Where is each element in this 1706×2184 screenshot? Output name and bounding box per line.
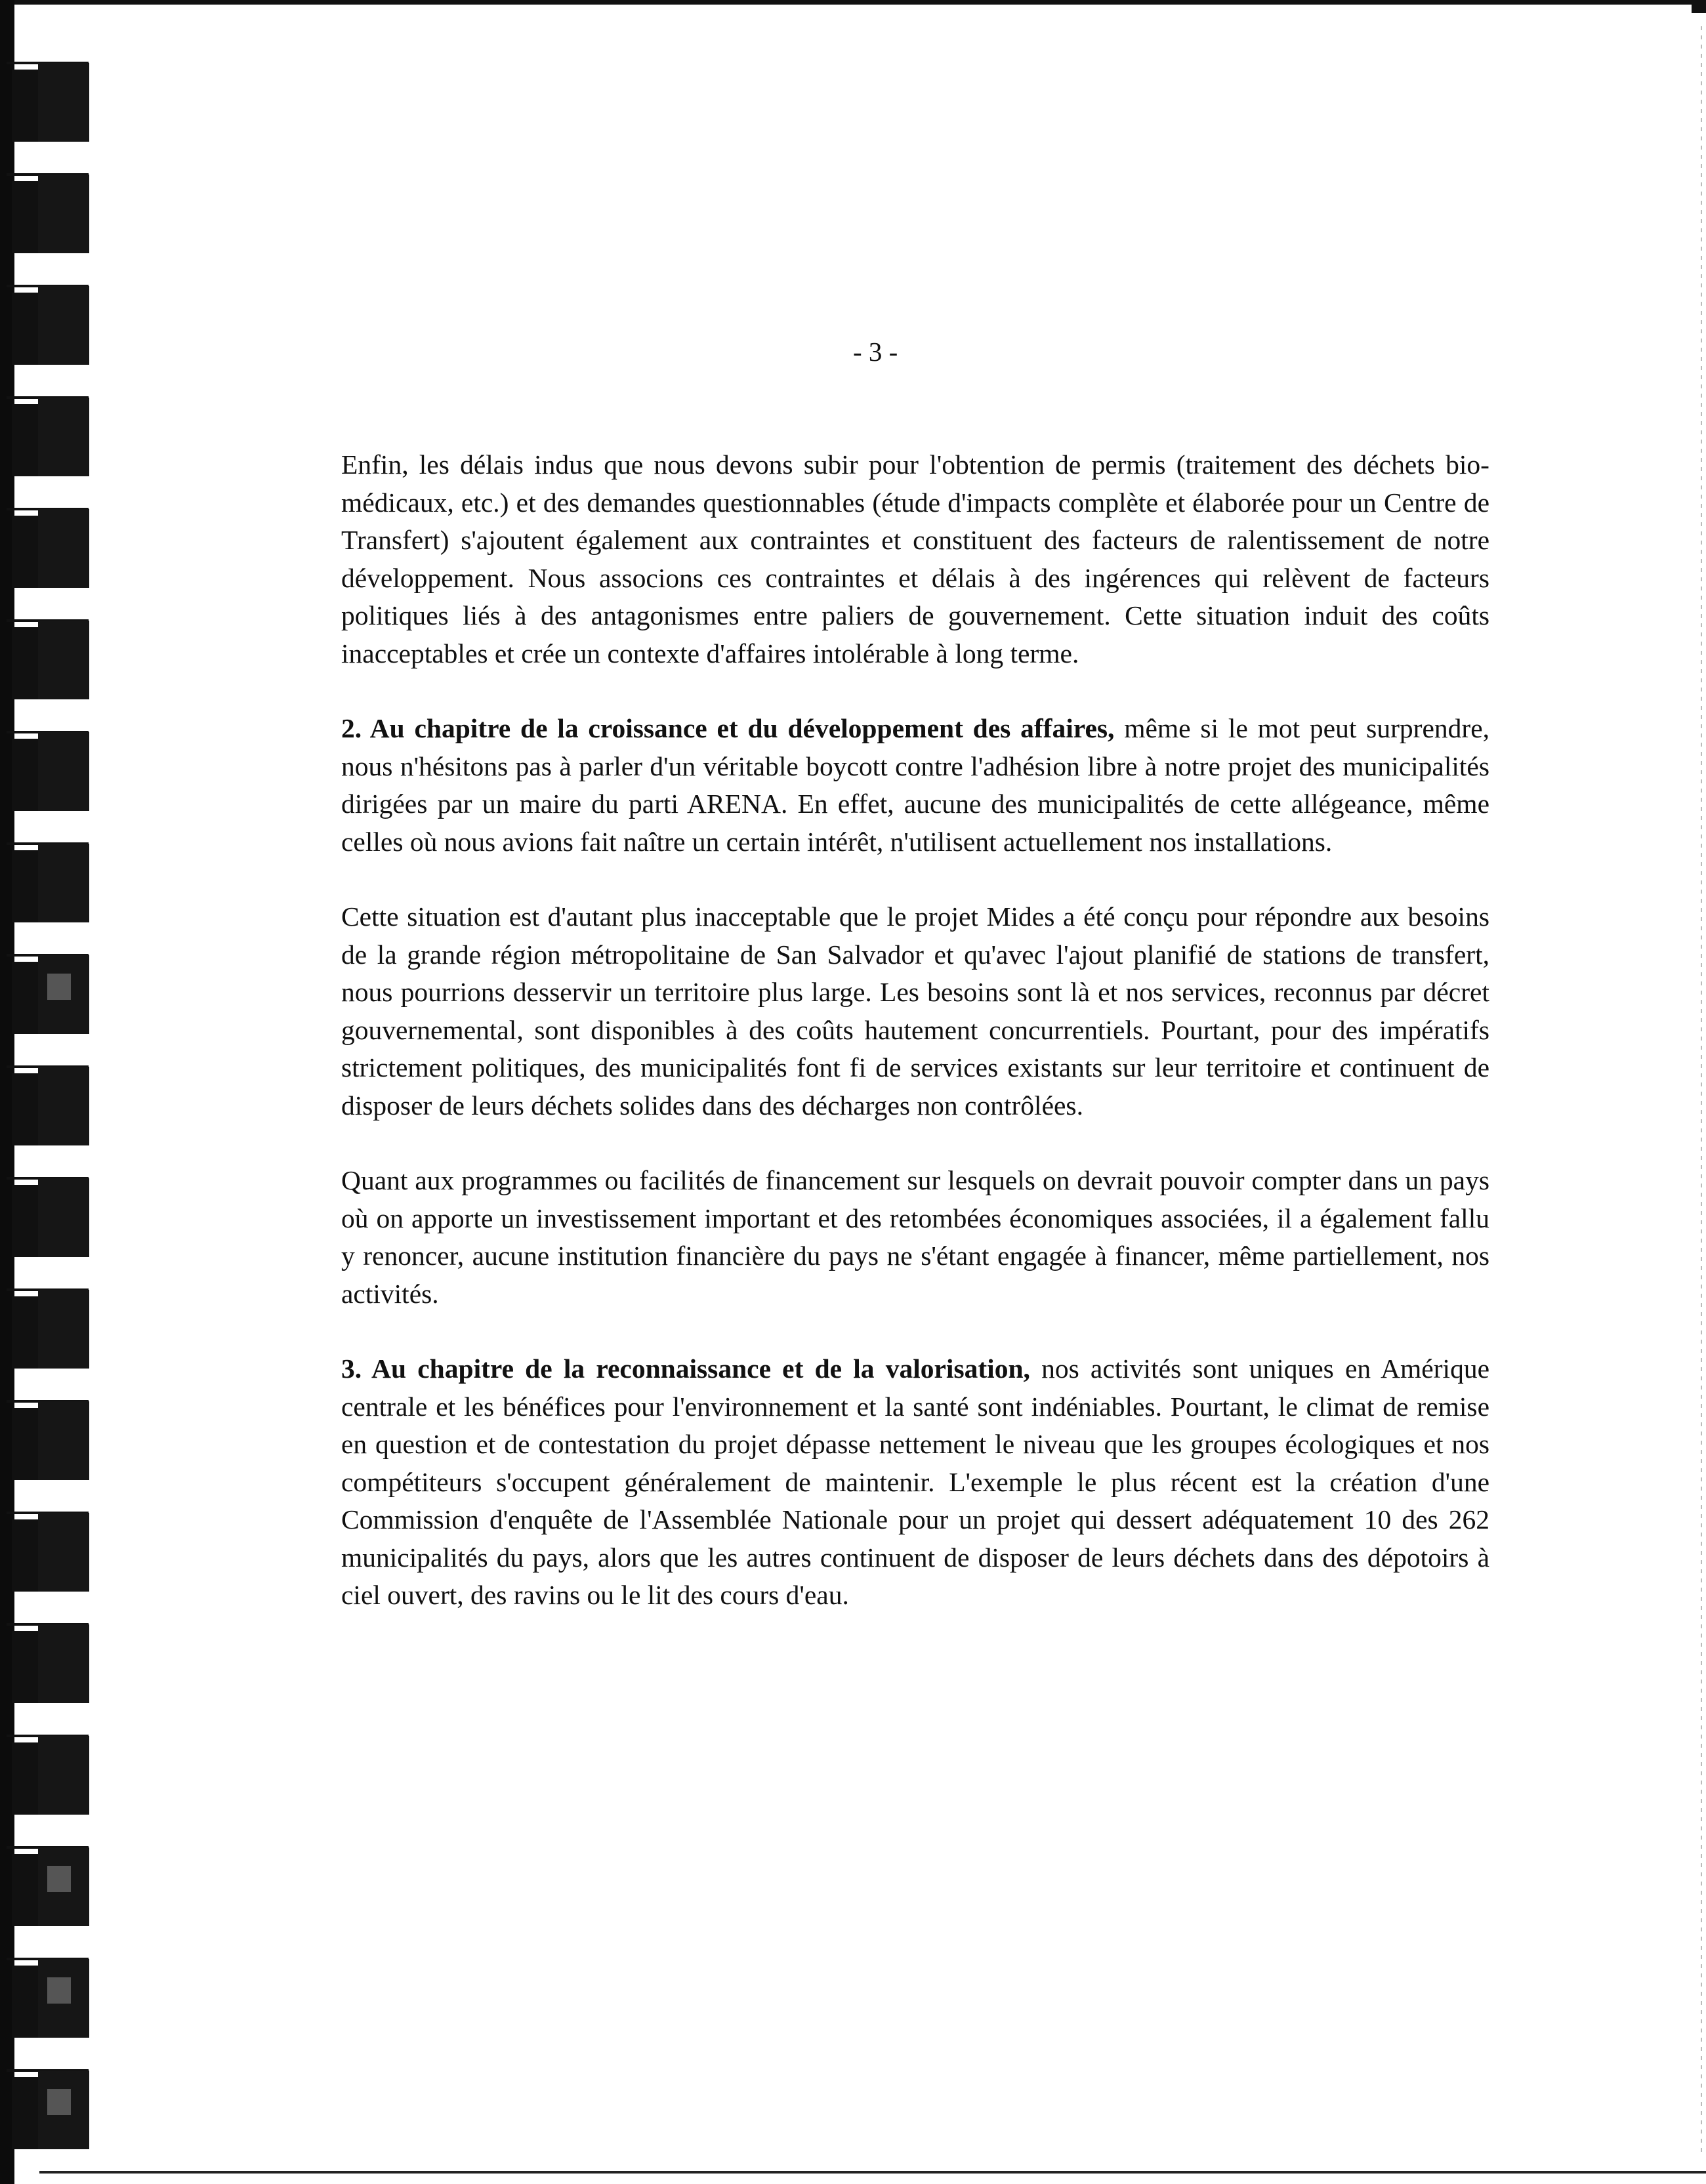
paragraph-recognition-body: nos activités sont uniques en Amérique centrale et les bénéfices pour l'environnement et la santé sont indéniables. Pourtant, le climat de remise en question et de contestation du projet dépasse nettement le niveau que les groupes écologiques et nos compétiteurs s'occupent généralement de maintenir. L'exemple le plus récent est la création d'une Commission d'enquête de l'Assemblée Nationale pour un projet qui dessert adéquatement 10 des 262 municipalités du pays, alors que les autres continuent de disposer de leurs déchets dans des dépotoirs à ciel ouvert, des ravins ou le lit des cours d'eau. — [341, 1353, 1489, 1610]
paragraph-growth-body: même si le mot peut surprendre, nous n'hésitons pas à parler d'un véritable boycott contre l'adhésion libre à notre projet des municipalités dirigées par un maire du parti ARENA. En effet, aucune des municipalités de cette allégeance, même celles où nous avions fait naître un certain intérêt, n'utilisent actuellement nos installations. — [341, 713, 1489, 857]
binding-ring — [7, 2067, 92, 2152]
binding-ring — [7, 1955, 92, 2040]
binding-ring — [7, 1844, 92, 1929]
binding-ring — [7, 1174, 92, 1260]
binding-ring — [7, 171, 92, 256]
binding-ring — [7, 1620, 92, 1706]
binding-ring — [7, 617, 92, 702]
binding-ring — [7, 1397, 92, 1483]
binding-ring — [7, 840, 92, 925]
binding-ring — [7, 394, 92, 479]
binding-ring — [7, 1286, 92, 1371]
binding-ring — [7, 505, 92, 590]
scan-right-edge — [1701, 26, 1702, 2152]
comb-binding — [0, 0, 105, 2184]
scan-bottom-edge — [39, 2171, 1706, 2174]
page-number: - 3 - — [853, 337, 898, 367]
binding-ring — [7, 282, 92, 367]
paragraph-situation: Cette situation est d'autant plus inacceptable que le projet Mides a été conçu pour répondre aux besoins de la grande région métropolitaine de San Salvador et qu'avec l'ajout planifié de stations de transfert, nous pourrions desservir un territoire plus large. Les besoins sont là et nos services, reconnus par décret gouvernemental, sont disponibles à des coûts hautement concurrentiels. Pourtant, pour des impératifs strictement politiques, des municipalités font fi de services existants sur leur territoire et continuent de disposer de leurs déchets solides dans des décharges non contrôlées. — [341, 901, 1489, 1121]
binding-ring — [7, 1509, 92, 1594]
binding-ring — [7, 59, 92, 144]
binding-ring — [7, 728, 92, 814]
scan-corner-mark — [1692, 0, 1706, 13]
binding-ring — [7, 1063, 92, 1148]
paragraph-delays: Enfin, les délais indus que nous devons subir pour l'obtention de permis (traitement des déchets bio-médicaux, etc.) et des demandes questionnables (étude d'impacts complète et élaborée pour un Centre de Transfert) s'ajoutent également aux contraintes et constituent des facteurs de ralentissement de notre développement. Nous associons ces contraintes et délais à des ingérences qui relèvent de facteurs politiques liés à des antagonismes entre paliers de gouvernement. Cette situation induit des coûts inacceptables et crée un contexte d'affaires intolérable à long terme. — [341, 449, 1489, 669]
paragraph-growth — [341, 710, 1489, 861]
binding-ring — [7, 1732, 92, 1817]
paragraph-recognition — [341, 1350, 1489, 1615]
section-heading-growth: 2. Au chapitre de la croissance et du développement des affaires, — [341, 713, 1115, 743]
body-text — [341, 446, 1489, 1652]
scan-top-edge — [0, 0, 1706, 5]
section-heading-recognition: 3. Au chapitre de la reconnaissance et de la valorisation, — [341, 1353, 1030, 1384]
paragraph-financing: Quant aux programmes ou facilités de financement sur lesquels on devrait pouvoir compter dans un pays où on apporte un investissement important et des retombées économiques associées, il a également fallu y renoncer, aucune institution financière du pays ne s'étant engagée à financer, même partiellement, nos activités. — [341, 1165, 1489, 1309]
binding-ring — [7, 951, 92, 1037]
